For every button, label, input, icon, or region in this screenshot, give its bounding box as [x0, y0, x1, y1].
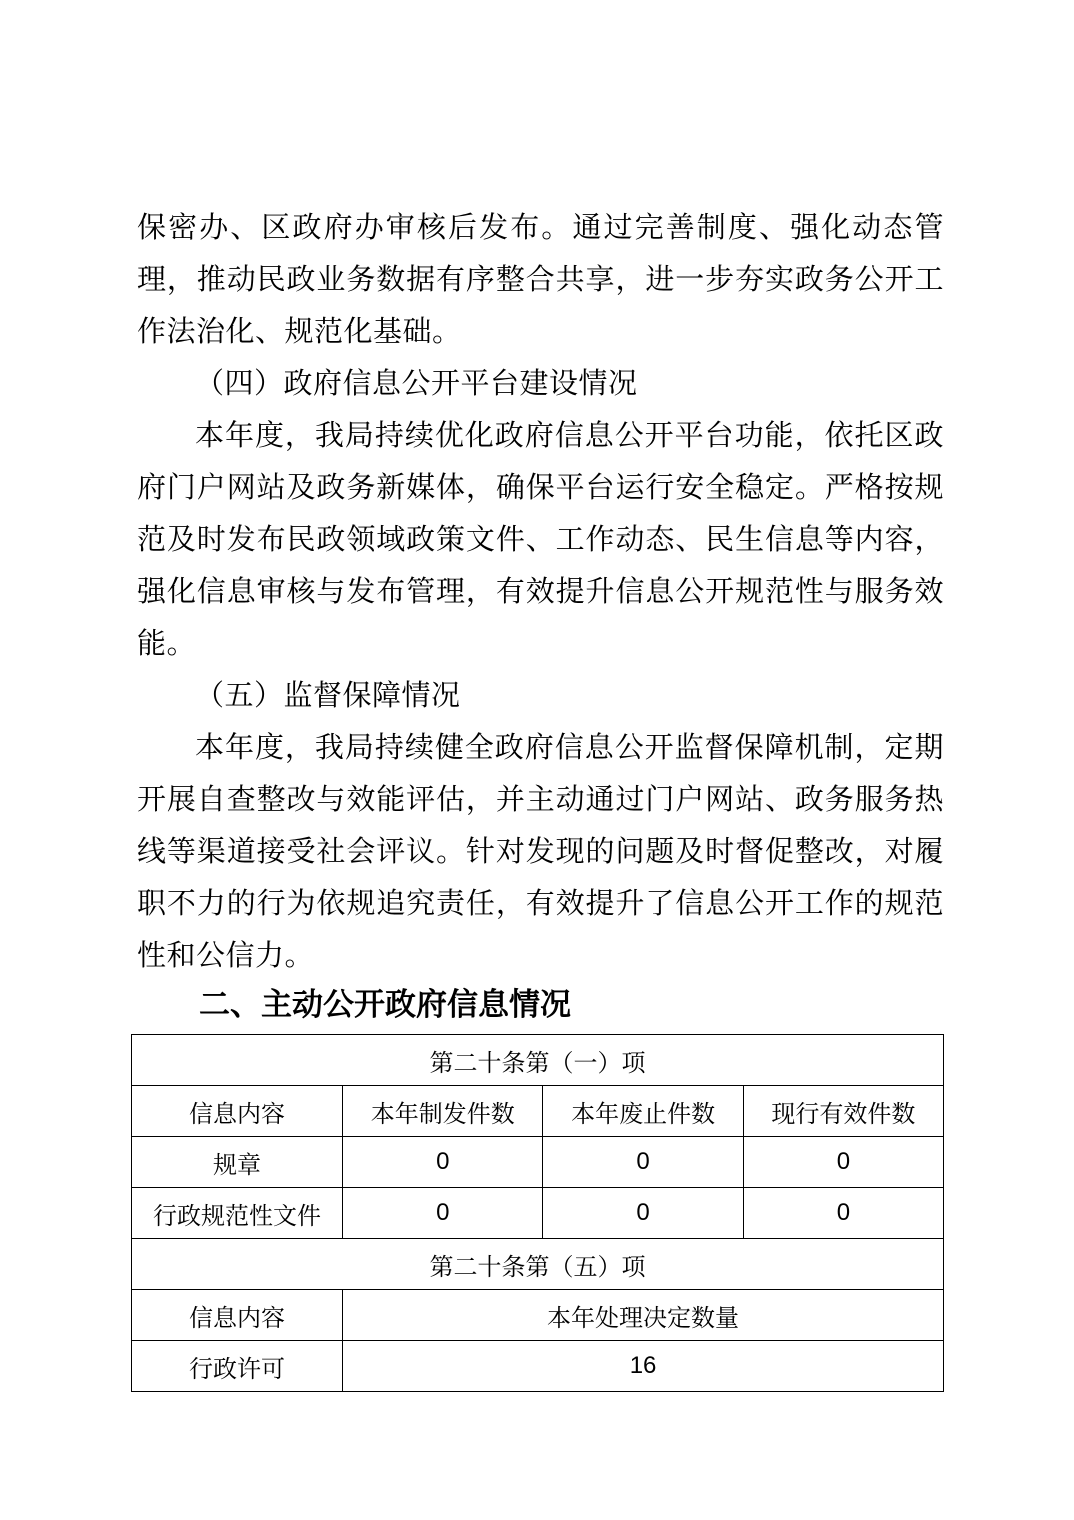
table-section2-title: 第二十条第（五）项 [132, 1239, 944, 1290]
column-header-currently-valid: 现行有效件数 [743, 1086, 943, 1137]
row-label-normative-documents: 行政规范性文件 [132, 1188, 343, 1239]
row-label-regulations: 规章 [132, 1137, 343, 1188]
column-header-issued-this-year: 本年制发件数 [343, 1086, 543, 1137]
paragraph-continuation: 保密办、区政府办审核后发布。通过完善制度、强化动态管理，推动民政业务数据有序整合共享，进一步夯实政务公开工作法治化、规范化基础。 [137, 212, 944, 348]
column-header-info-content-2: 信息内容 [132, 1290, 343, 1341]
table-row-section2-header [132, 1290, 944, 1341]
table-section1-title: 第二十条第（一）项 [132, 1035, 944, 1086]
column-header-repealed-this-year: 本年废止件数 [543, 1086, 743, 1137]
normative-docs-valid-count: 0 [743, 1188, 943, 1239]
table-row-administrative-license [132, 1341, 944, 1392]
normative-docs-issued-count: 0 [343, 1188, 543, 1239]
sub-heading-section-4: （四）政府信息公开平台建设情况 [195, 368, 638, 400]
disclosure-table-container [131, 1034, 944, 1392]
info-disclosure-table [131, 1034, 944, 1392]
administrative-license-count: 16 [343, 1341, 944, 1392]
regulations-issued-count: 0 [343, 1137, 543, 1188]
normative-docs-repealed-count: 0 [543, 1188, 743, 1239]
regulations-valid-count: 0 [743, 1137, 943, 1188]
column-header-info-content: 信息内容 [132, 1086, 343, 1137]
table-row-section1-header [132, 1086, 944, 1137]
regulations-repealed-count: 0 [543, 1137, 743, 1188]
table-row-section1-title [132, 1035, 944, 1086]
sub-heading-section-5: （五）监督保障情况 [195, 680, 461, 712]
document-content [137, 202, 944, 1392]
paragraph-supervision-guarantee: 本年度，我局持续健全政府信息公开监督保障机制，定期开展自查整改与效能评估，并主动通过门户网站、政务服务热线等渠道接受社会评议。针对发现的问题及时督促整改，对履职不力的行为依规追究责任，有效提升了信息公开工作的规范性和公信力。 [137, 732, 944, 972]
section-heading-proactive-disclosure: 二、主动公开政府信息情况 [199, 987, 571, 1022]
paragraph-platform-construction: 本年度，我局持续优化政府信息公开平台功能，依托区政府门户网站及政务新媒体，确保平台运行安全稳定。严格按规范及时发布民政领域政策文件、工作动态、民生信息等内容，强化信息审核与发布管理，有效提升信息公开规范性与服务效能。 [137, 420, 944, 660]
column-header-decisions-this-year: 本年处理决定数量 [343, 1290, 944, 1341]
table-row-section2-title [132, 1239, 944, 1290]
table-row-regulations [132, 1137, 944, 1188]
row-label-administrative-license: 行政许可 [132, 1341, 343, 1392]
table-row-normative-documents [132, 1188, 944, 1239]
